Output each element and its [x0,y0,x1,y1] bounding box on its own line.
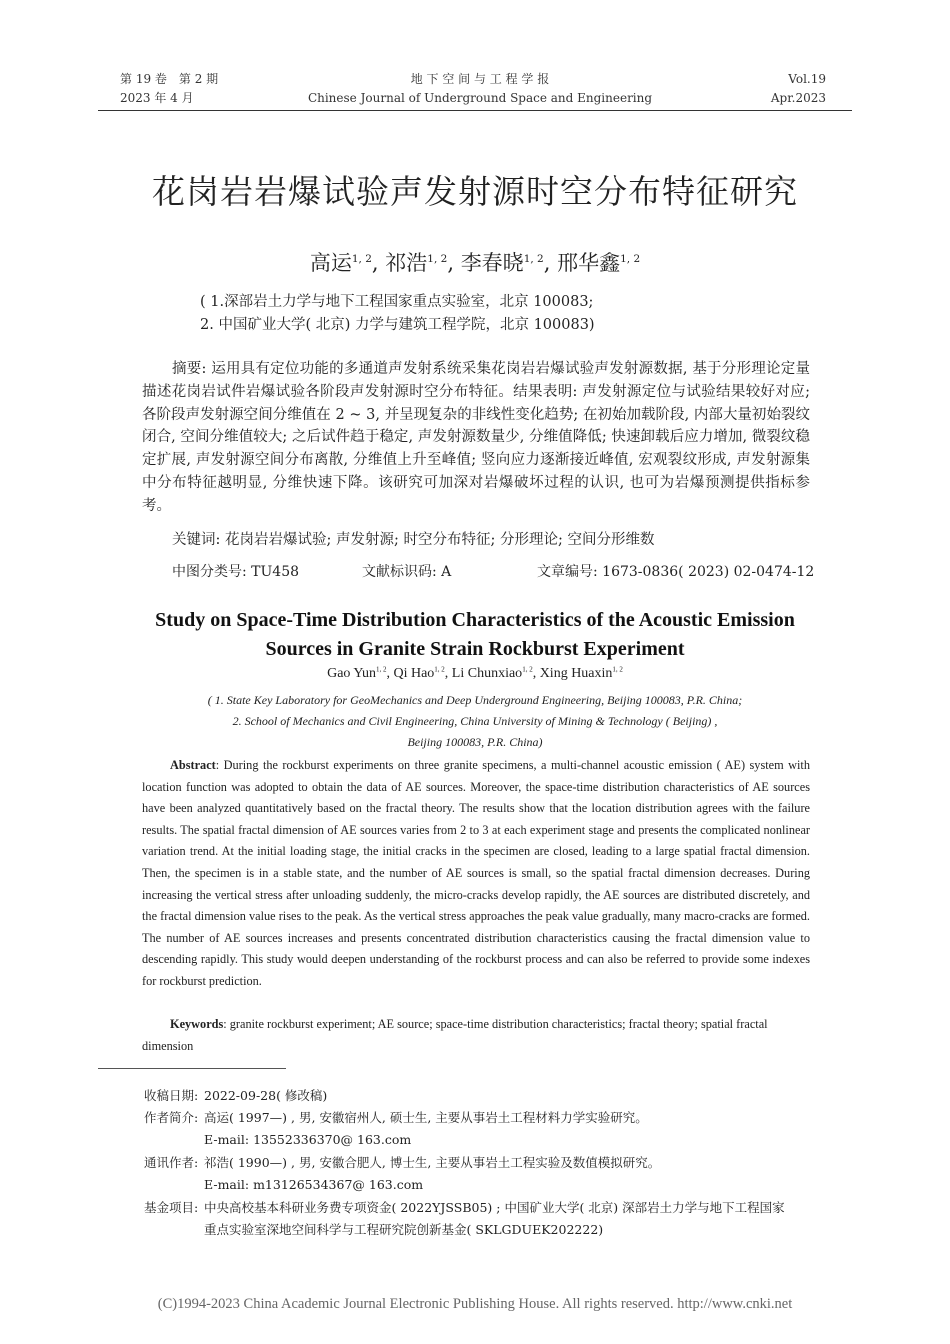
header-vol: Vol.19 [788,72,826,86]
author-name-en: Xing Huaxin [539,666,613,681]
header-volume-en [771,70,826,108]
keywords-en-body: : granite rockburst experiment; AE source; space-time distribution characteristics; fractal theory; spatial fractal dimension [142,1017,768,1053]
article-number: 文章编号: 1673-0836( 2023) 02-0474-12 [537,564,815,580]
author-name: 高运 [309,251,352,275]
header-month: Apr.2023 [770,91,826,105]
author-affil-mark: 1, 2 [351,253,372,265]
affiliation-zh-2: 2. 中国矿业大学( 北京) 力学与建筑工程学院，北京 100083) [200,317,595,333]
paper-title-en [60,606,890,664]
author-name: 邢华鑫 [557,251,621,275]
abstract-zh: 摘要: 运用具有定位功能的多通道声发射系统采集花岗岩岩爆试验声发射源数据, 基于分形理论定量描述花岗岩试件岩爆试验各阶段声发射源时空分布特征。结果表明: 声发射源定位与试验结果较好对应; 各阶段声发射源空间分维值在 2 ~ 3, 并呈现复杂的非线性变化趋势; 在初始加载阶段, 内部大量初始裂纹闭合, 空间分维值较大; 之后试件趋于稳定, 声发射源数量少, 分维值降低; 快速卸载后应力增加, 微裂纹稳定扩展, 声发射源空间分布离散, 分维值上升至峰值; 竖向应力逐渐接近峰值, 宏观裂纹形成, 声发射源集中分布特征越明显, 分维快速下降。该研究可加深对岩爆破坏过程的认识, 也可为岩爆预测提供指标参考。 [142,361,810,514]
author-affil-mark: 1, 2 [427,253,448,265]
author-separator: , [371,251,379,275]
author-list-zh [60,247,890,277]
corresponding-author-label: 通讯作者: [144,1155,199,1170]
author-separator: , [386,666,394,681]
keywords-zh: 关键词: 花岗岩岩爆试验; 声发射源; 时空分布特征; 分形理论; 空间分形维数 [172,532,655,548]
affiliation-zh-1: ( 1.深部岩土力学与地下工程国家重点实验室，北京 100083; [200,294,594,310]
corresponding-author-email: E-mail: m13126534367@ 163.com [204,1177,424,1192]
author-name-en: Li Chunxiao [451,666,523,681]
keywords-en [142,1014,810,1057]
author-affil-mark: 1, 2 [375,665,387,674]
header-journal-zh: 地 下 空 间 与 工 程 学 报 [410,72,550,86]
received-label: 收稿日期: [144,1088,199,1103]
header-journal [300,70,660,108]
author-separator: , [532,666,540,681]
affiliation-en-2: 2. School of Mechanics and Civil Engineering, China University of Mining & Technology ( Beijing) , [232,714,718,728]
paper-title-zh: 花岗岩岩爆试验声发射源时空分布特征研究 [152,172,798,211]
author-separator: , [447,251,454,275]
author-affil-mark: 1, 2 [523,253,544,265]
paper-title-en-line1: Study on Space-Time Distribution Characteristics of the Acoustic Emission [155,609,795,631]
author-affil-mark: 1, 2 [620,253,641,265]
abstract-en [142,755,810,993]
copyright-notice: (C)1994-2023 China Academic Journal Electronic Publishing House. All rights reserved. http://www.cnki.net [157,1296,793,1312]
footnote-divider [98,1068,286,1069]
author-affil-mark: 1, 2 [522,665,533,674]
abstract-en-label: Abstract [170,758,216,772]
author-bio: 高运( 1997—) , 男, 安徽宿州人, 硕士生, 主要从事岩土工程材料力学实验研究。 [204,1110,648,1125]
paper-title-en-line2: Sources in Granite Strain Rockburst Experiment [265,638,685,660]
document-code: 文献标识码: A [362,564,452,580]
funding-label: 基金项目: [144,1200,199,1215]
author-list-en [60,666,890,682]
author-separator: , [543,251,551,275]
author-affil-mark: 1, 2 [434,665,445,674]
keywords-en-label: Keywords [170,1017,224,1031]
author-bio-label: 作者简介: [144,1110,199,1125]
header-date: 2023 年 4 月 [120,91,194,105]
corresponding-author: 祁浩( 1990—) , 男, 安徽合肥人, 博士生, 主要从事岩土工程实验及数值模拟研究。 [204,1155,661,1170]
clc-number: 中图分类号: TU458 [172,564,300,580]
received-date: 2022-09-28( 修改稿) [204,1088,328,1103]
header-journal-en: Chinese Journal of Underground Space and Engineering [307,91,653,105]
author-name-en: Gao Yun [327,666,376,681]
affiliation-en-3: Beijing 100083, P.R. China) [407,735,543,749]
funding-line2: 重点实验室深地空间科学与工程研究院创新基金( SKLGDUEK202222) [204,1222,604,1237]
header-divider [98,110,852,111]
author-affil-mark: 1, 2 [612,665,623,674]
author-name-en: Qi Hao [393,666,435,681]
author-email: E-mail: 13552336370@ 163.com [204,1132,412,1147]
author-name: 祁浩 [385,251,428,275]
header-volume-issue: 第 19 卷 第 2 期 [120,72,219,86]
header-issue [120,70,218,108]
author-name: 李春晓 [460,251,524,275]
affiliation-en-1: ( 1. State Key Laboratory for GeoMechanics and Deep Underground Engineering, Beijing 100083, P.R. China; [207,693,743,707]
funding-line1: 中央高校基本科研业务费专项资金( 2022YJSSB05) ; 中国矿业大学( 北京) 深部岩土力学与地下工程国家 [204,1200,785,1215]
author-separator: , [444,666,452,681]
abstract-en-body: : During the rockburst experiments on three granite specimens, a multi-channel acoustic emission ( AE) system with location function was adopted to obtain the data of AE sources. Moreover, the space-time distribution characteristics of AE sources have been analyzed quantitatively based on the fractal theory. The results show that the location distribution agrees with the failure results. The spatial fractal dimension of AE sources varies from 2 to 3 at each experiment stage and presents the complicated nonlinear variation trend. At the initial loading stage, the initial cracks in the specimen are closed, leading to a large spatial fractal dimension. Then, the specimen is in a stable state, and the number of AE sources is small, so the spatial fractal dimension decreases. During increasing the vertical stress after unloading suddenly, the micro-cracks develop rapidly, the AE sources are distributed discretely, and the fractal dimension value rises to the peak. As the vertical stress approaches the peak value gradually, many macro-cracks are formed. The number of AE sources increases and presents concentrated distribution characteristics causing the fractal dimension value to descending rapidly. This study would deepen understanding of the rockburst process and can also be referred to provide some indexes for rockburst prediction. [142,758,810,988]
